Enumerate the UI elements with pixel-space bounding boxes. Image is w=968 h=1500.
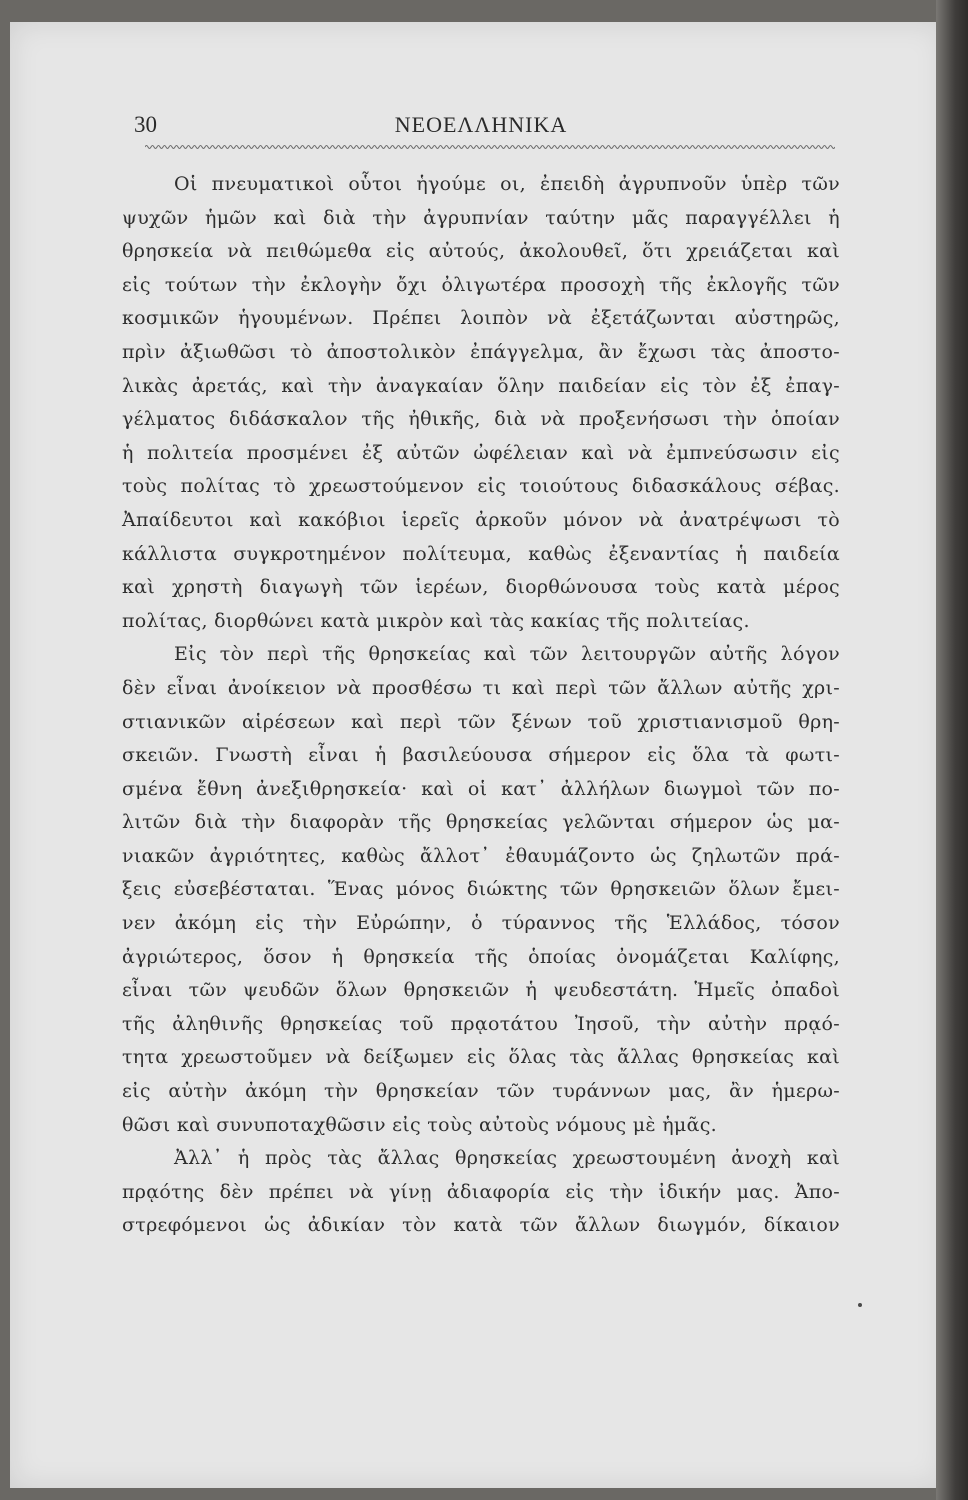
page-number: 30 xyxy=(134,112,157,137)
text-line: κάλλιστα συγκροτημένον πολίτευμα, καθὼς ἐξεναντίας ἡ παιδεία xyxy=(122,542,840,565)
text-line: θρησκεία νὰ πειθώμεθα εἰς αὐτούς, ἀκολουθεῖ, ὅτι χρειάζεται καὶ xyxy=(122,240,840,263)
print-speck xyxy=(858,1303,862,1307)
text-line: Εἰς τὸν περὶ τῆς θρησκείας καὶ τῶν λειτουργῶν αὐτῆς λόγον xyxy=(174,643,840,666)
text-line: Οἱ πνευματικοὶ οὗτοι ἡγούμε οι, ἐπειδὴ ἀγρυπνοῦν ὑπὲρ τῶν xyxy=(174,173,840,195)
text-line: κοσμικῶν ἡγουμένων. Πρέπει λοιπὸν νὰ ἐξετάζωνται αὐστηρῶς, xyxy=(122,307,840,330)
text-line: Ἀλλ᾽ ἡ πρὸς τὰς ἄλλας θρησκείας χρεωστουμένη ἀνοχὴ καὶ xyxy=(174,1147,840,1170)
text-line: στρεφόμενοι ὡς ἀδικίαν τὸν κατὰ τῶν ἄλλων διωγμόν, δίκαιον xyxy=(122,1214,840,1237)
text-line: λιτῶν διὰ τὴν διαφορὰν τῆς θρησκείας γελῶνται σήμερον ὡς μα- xyxy=(122,811,840,834)
text-line: εἰς αὐτὴν ἀκόμη τὴν θρησκείαν τῶν τυράννων μας, ἂν ἡμερω- xyxy=(122,1080,840,1103)
text-line: νεν ἀκόμη εἰς τὴν Εὐρώπην, ὁ τύραννος τῆς Ἑλλάδος, τόσον xyxy=(122,912,840,935)
text-line: τῆς ἀληθινῆς θρησκείας τοῦ πρᾳοτάτου Ἰησοῦ, τὴν αὐτὴν πρᾳό- xyxy=(122,1012,840,1035)
text-line: εἶναι τῶν ψευδῶν ὅλων θρησκειῶν ἡ ψευδεστάτη. Ἡμεῖς ὀπαδοὶ xyxy=(122,979,840,1002)
text-line: ψυχῶν ἡμῶν καὶ διὰ τὴν ἀγρυπνίαν ταύτην μᾶς παραγγέλλει ἡ xyxy=(122,206,840,229)
text-line: σμένα ἔθνη ἀνεξιθρησκεία· καὶ οἱ κατ᾽ ἀλλήλων διωγμοὶ τῶν πο- xyxy=(122,777,840,800)
book-spine-edge xyxy=(936,0,968,1500)
text-line: ἀγριώτερος, ὅσον ἡ θρησκεία τῆς ὁποίας ὀνομάζεται Καλίφης, xyxy=(122,945,840,968)
text-line: πρᾳότης δὲν πρέπει νὰ γίνῃ ἀδιαφορία εἰς τὴν ἰδικήν μας. Ἀπο- xyxy=(122,1180,840,1203)
text-line: λικὰς ἀρετάς, καὶ τὴν ἀναγκαίαν ὅλην παιδείαν εἰς τὸν ἐξ ἐπαγ- xyxy=(122,374,840,397)
running-header xyxy=(125,112,837,144)
text-line: πολίτας, διορθώνει κατὰ μικρὸν καὶ τὰς κακίας τῆς πολιτείας. xyxy=(122,609,750,632)
text-line: στιανικῶν αἱρέσεων καὶ περὶ τῶν ξένων τοῦ χριστιανισμοῦ θρη- xyxy=(122,710,840,733)
text-line: εἰς τούτων τὴν ἐκλογὴν ὄχι ὀλιγωτέρα προσοχὴ τῆς ἐκλογῆς τῶν xyxy=(122,273,840,296)
text-line: τοὺς πολίτας τὸ χρεωστούμενον εἰς τοιούτους διδασκάλους σέβας. xyxy=(122,475,840,498)
text-line: καὶ χρηστὴ διαγωγὴ τῶν ἱερέων, διορθώνουσα τοὺς κατὰ μέρος xyxy=(122,576,840,599)
text-line: θῶσι καὶ συνυποταχθῶσιν εἰς τοὺς αὐτοὺς νόμους μὲ ἡμᾶς. xyxy=(122,1113,717,1136)
text-line: πρὶν ἀξιωθῶσι τὸ ἀποστολικὸν ἐπάγγελμα, ἂν ἔχωσι τὰς ἀποστο- xyxy=(122,340,840,363)
running-title: ΝΕΟΕΛΛΗΝΙΚΑ xyxy=(394,112,568,137)
text-line: γέλματος διδάσκαλον τῆς ἠθικῆς, διὰ νὰ προξενήσωσι τὴν ὁποίαν xyxy=(122,408,840,431)
text-line: ξεις εὐσεβέσταται. Ἕνας μόνος διώκτης τῶν θρησκειῶν ὅλων ἔμει- xyxy=(122,878,840,901)
text-line: σκειῶν. Γνωστὴ εἶναι ἡ βασιλεύουσα σήμερον εἰς ὅλα τὰ φωτι- xyxy=(122,744,840,767)
text-line: δὲν εἶναι ἀνοίκειον νὰ προσθέσω τι καὶ περὶ τῶν ἄλλων αὐτῆς χρι- xyxy=(122,676,840,699)
text-line: ἡ πολιτεία προσμένει ἐξ αὐτῶν ὠφέλειαν καὶ νὰ ἐμπνεύσωσιν εἰς xyxy=(122,441,840,464)
text-line: νιακῶν ἀγριότητες, καθὼς ἄλλοτ᾽ ἐθαυμάζοντο ὡς ζηλωτῶν πρά- xyxy=(122,844,840,867)
text-line: τητα χρεωστοῦμεν νὰ δείξωμεν εἰς ὅλας τὰς ἄλλας θρησκείας καὶ xyxy=(122,1046,840,1069)
header-wavy-rule xyxy=(145,143,835,151)
body-text xyxy=(122,168,840,1243)
text-line: Ἀπαίδευτοι καὶ κακόβιοι ἱερεῖς ἀρκοῦν μόνον νὰ ἀνατρέψωσι τὸ xyxy=(122,508,840,531)
